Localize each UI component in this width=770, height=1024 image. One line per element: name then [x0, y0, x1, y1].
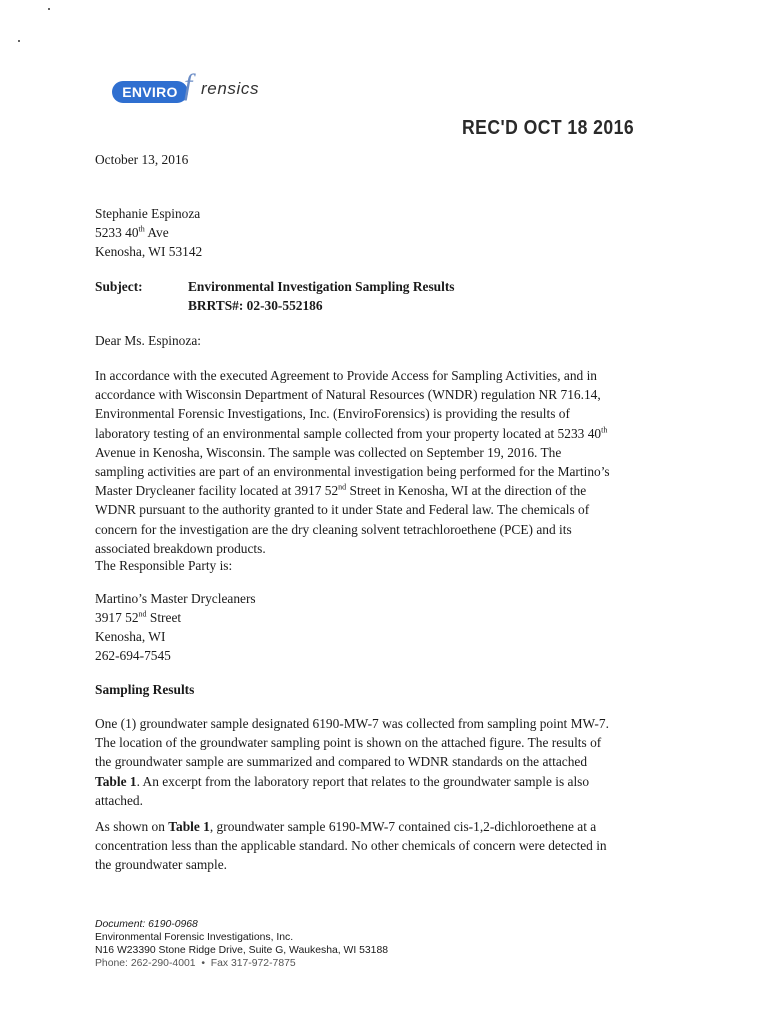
scan-speck	[18, 40, 20, 42]
sampling-results-heading: Sampling Results	[95, 682, 195, 697]
footer-address: N16 W23390 Stone Ridge Drive, Suite G, Waukesha, WI 53188	[95, 945, 389, 956]
recipient-city: Kenosha, WI 53142	[95, 244, 203, 259]
responsible-party-name: Martino’s Master Drycleaners	[95, 591, 256, 606]
recipient-street: 5233 40th Ave	[95, 224, 169, 240]
responsible-party-street: 3917 52nd Street	[95, 609, 182, 625]
footer-document-number: Document: 6190-0968	[95, 919, 198, 930]
salutation: Dear Ms. Espinoza:	[95, 333, 201, 348]
responsible-party-city: Kenosha, WI	[95, 629, 166, 644]
enviroforensics-logo-box: ENVIRO	[112, 81, 188, 103]
received-stamp: REC'D OCT 18 2016	[462, 117, 635, 139]
body-paragraph-3: As shown on Table 1, groundwater sample 6190-MW-7 contained cis-1,2-dichloroethene at a concentration less than the applicable standard. No other chemicals of concern were detected in the groundwater sample.	[95, 819, 607, 873]
subject-line-2: BRRTS#: 02-30-552186	[188, 298, 323, 313]
body-paragraph-1: In accordance with the executed Agreement to Provide Access for Sampling Activities, and in accordance with Wisconsin Department of Natural Resources (WNDR) regulation NR 716.14, Environmental Forensic Investigations, Inc. (EnviroForensics) is providing the results of laboratory testing of an environmental sample collected from your property located at 5233 40th Avenue in Kenosha, Wisconsin. The sample was collected on September 19, 2016. The sampling activities are part of an environmental investigation being performed for the Martino’s Master Drycleaner facility located at 3917 52nd Street in Kenosha, WI at the direction of the WDNR pursuant to the authority granted to it under State and Federal law. The chemicals of concern for the investigation are the dry cleaning solvent tetrachloroethene (PCE) and its associated breakdown products.	[95, 368, 610, 556]
subject-label: Subject:	[95, 279, 143, 294]
letter-date: October 13, 2016	[95, 152, 189, 167]
enviroforensics-logo-word: rensics	[201, 79, 260, 98]
responsible-party-intro: The Responsible Party is:	[95, 558, 233, 573]
enviroforensics-logo-f: f	[184, 68, 193, 101]
body-paragraph-2: One (1) groundwater sample designated 6190-MW-7 was collected from sampling point MW-7. The location of the groundwater sampling point is shown on the attached figure. The results of the groundwater sample are summarized and compared to WDNR standards on the attached Table 1. An excerpt from the laboratory report that relates to the groundwater sample is also attached.	[95, 716, 609, 808]
responsible-party-phone: 262-694-7545	[95, 648, 171, 663]
scan-speck	[48, 8, 50, 10]
subject-line-1: Environmental Investigation Sampling Results	[188, 279, 455, 294]
footer-contact: Phone: 262-290-4001 • Fax 317-972-7875	[95, 958, 296, 969]
recipient-name: Stephanie Espinoza	[95, 206, 201, 221]
footer-company: Environmental Forensic Investigations, Inc.	[95, 932, 294, 943]
